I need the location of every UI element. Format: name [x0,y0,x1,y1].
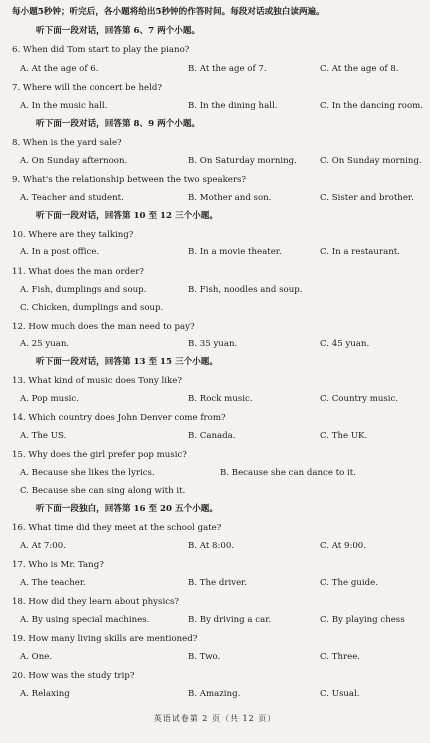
question-14: 14. Which country does John Denver come from? [12,413,226,423]
intro-text: 每小题5秒钟；听完后，各小题将给出5秒钟的作答时间。每段对话或独白读两遍。 [12,7,325,17]
option-19b: B. Two. [188,652,221,662]
option-6a: A. At the age of 6. [20,64,99,74]
option-9c: C. Sister and brother. [320,193,414,203]
option-16a: A. At 7:00. [20,541,66,551]
question-10: 10. Where are they talking? [12,230,134,240]
option-20b: B. Amazing. [188,689,241,699]
option-7b: B. In the dining hall. [188,101,278,111]
option-14c: C. The UK. [320,431,368,441]
option-15a: A. Because she likes the lyrics. [20,468,155,478]
option-7c: C. In the dancing room. [320,101,424,111]
instruction-10-12: 听下面一段对话，回答第 10 至 12 三个小题。 [36,211,218,221]
option-7a: A. In the music hall. [20,101,108,111]
option-15c: C. Because she can sing along with it. [20,486,186,496]
option-16c: C. At 9:00. [320,541,367,551]
option-12b: B. 35 yuan. [188,339,238,349]
option-19a: A. One. [20,652,53,662]
option-14b: B. Canada. [188,431,236,441]
option-16b: B. At 8:00. [188,541,235,551]
option-11b: B. Fish, noodles and soup. [188,285,303,295]
option-18a: A. By using special machines. [20,615,150,625]
option-8c: C. On Sunday morning. [320,156,422,166]
option-8b: B. On Saturday morning. [188,156,297,166]
question-19: 19. How many living skills are mentioned? [12,634,198,644]
question-11: 11. What does the man order? [12,267,144,277]
instruction-6-7: 听下面一段对话，回答第 6、7 两个小题。 [36,26,201,36]
option-12a: A. 25 yuan. [20,339,70,349]
option-9b: B. Mother and son. [188,193,272,203]
option-13a: A. Pop music. [20,394,79,404]
question-17: 17. Who is Mr. Tang? [12,560,104,570]
option-11c: C. Chicken, dumplings and soup. [20,303,164,313]
question-8: 8. When is the yard sale? [12,138,122,148]
option-19c: C. Three. [320,652,361,662]
option-18b: B. By driving a car. [188,615,272,625]
option-6c: C. At the age of 8. [320,64,399,74]
option-15b: B. Because she can dance to it. [220,468,356,478]
option-17c: C. The guide. [320,578,378,588]
question-20: 20. How was the study trip? [12,671,135,681]
option-13b: B. Rock music. [188,394,253,404]
option-20a: A. Relaxing [20,689,70,699]
option-10b: B. In a movie theater. [188,247,282,257]
option-6b: B. At the age of 7. [188,64,267,74]
question-9: 9. What's the relationship between the two speakers? [12,175,246,185]
option-11a: A. Fish, dumplings and soup. [20,285,147,295]
option-10a: A. In a post office. [20,247,100,257]
option-17b: B. The driver. [188,578,248,588]
page-footer: 英语试卷第 2 页（共 12 页） [153,714,277,723]
question-7: 7. Where will the concert be held? [12,83,162,93]
option-12c: C. 45 yuan. [320,339,370,349]
question-13: 13. What kind of music does Tony like? [12,376,182,386]
question-15: 15. Why does the girl prefer pop music? [12,450,187,460]
instruction-13-15: 听下面一段对话，回答第 13 至 15 三个小题。 [36,357,218,367]
question-18: 18. How did they learn about physics? [12,597,180,607]
option-8a: A. On Sunday afternoon. [20,156,128,166]
option-18c: C. By playing chess [320,615,405,625]
question-6: 6. When did Tom start to play the piano? [12,45,190,55]
option-10c: C. In a restaurant. [320,247,400,257]
question-16: 16. What time did they meet at the school gate? [12,523,222,533]
option-13c: C. Country music. [320,394,399,404]
instruction-16-20: 听下面一段独白，回答第 16 至 20 五个小题。 [36,504,218,514]
option-17a: A. The teacher. [20,578,86,588]
option-20c: C. Usual. [320,689,360,699]
option-14a: A. The US. [20,431,67,441]
question-12: 12. How much does the man need to pay? [12,322,195,332]
instruction-8-9: 听下面一段对话，回答第 8、9 两个小题。 [36,119,201,129]
option-9a: A. Teacher and student. [20,193,124,203]
